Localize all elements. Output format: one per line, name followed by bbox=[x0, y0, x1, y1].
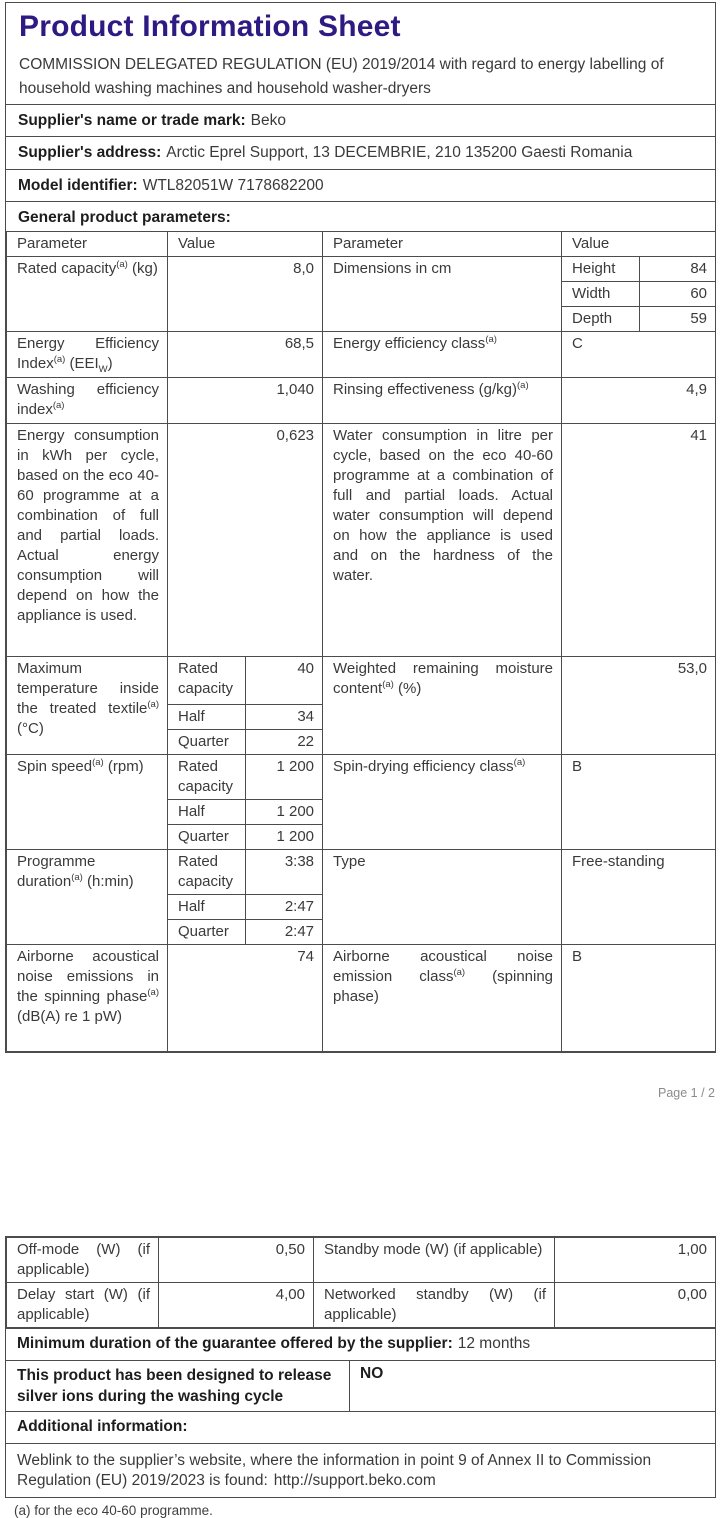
cell-energy-consumption-value: 0,623 bbox=[168, 424, 323, 657]
cell-temp-quarter-value: 22 bbox=[246, 730, 323, 755]
supplier-address-row bbox=[6, 136, 715, 169]
cell-temp-half-label: Half bbox=[168, 705, 246, 730]
silver-ions-label: This product has been designed to release silver ions during the washing cycle bbox=[6, 1361, 350, 1411]
cell-energy-class-value: C bbox=[562, 332, 716, 378]
cell-type-label: Type bbox=[323, 850, 562, 945]
cell-width-label: Width bbox=[562, 282, 640, 307]
cell-washing-index-value: 1,040 bbox=[168, 378, 323, 424]
supplier-address-value: Arctic Eprel Support, 13 DECEMBRIE, 210 135200 Gaesti Romania bbox=[166, 144, 633, 161]
cell-max-temperature-label: Maximum temperature inside the treated textile$^{(a)}$ (°C) bbox=[7, 657, 168, 755]
cell-rated-capacity-value: 8,0 bbox=[168, 257, 323, 332]
cell-rinsing-value: 4,9 bbox=[562, 378, 716, 424]
cell-water-consumption-value: 41 bbox=[562, 424, 716, 657]
supplier-name-row bbox=[6, 104, 715, 136]
header-block bbox=[6, 3, 715, 104]
page-break-gap bbox=[5, 1053, 716, 1236]
cell-standby-label: Standby mode (W) (if applicable) bbox=[314, 1238, 555, 1283]
cell-temp-quarter-label: Quarter bbox=[168, 730, 246, 755]
cell-height-value: 84 bbox=[640, 257, 716, 282]
weblink-row bbox=[6, 1443, 715, 1497]
row-noise-emissions bbox=[7, 945, 716, 1052]
cell-standby-value: 1,00 bbox=[555, 1238, 716, 1283]
cell-duration-half-value: 2:47 bbox=[246, 895, 323, 920]
cell-spin-rated-value: 1 200 bbox=[246, 755, 323, 800]
cell-spin-quarter-value: 1 200 bbox=[246, 825, 323, 850]
cell-moisture-value: 53,0 bbox=[562, 657, 716, 755]
cell-washing-index-label: Washing efficiency index$^{(a)}$ bbox=[7, 378, 168, 424]
cell-dimensions-label: Dimensions in cm bbox=[323, 257, 562, 332]
general-parameters-table bbox=[6, 231, 716, 1052]
cell-spin-half-value: 1 200 bbox=[246, 800, 323, 825]
model-identifier-value: WTL82051W 7178682200 bbox=[142, 177, 324, 194]
cell-height-label: Height bbox=[562, 257, 640, 282]
header-parameter-right: Parameter bbox=[323, 232, 562, 257]
model-identifier-row bbox=[6, 169, 715, 201]
power-modes-table bbox=[6, 1237, 716, 1328]
cell-depth-label: Depth bbox=[562, 307, 640, 332]
cell-temp-rated-value: 40 bbox=[246, 657, 323, 705]
row-delay-start bbox=[7, 1283, 716, 1328]
guarantee-label: Minimum duration of the guarantee offered by the supplier: bbox=[17, 1335, 453, 1352]
cell-duration-label: Programme duration$^{(a)}$ (h:min) bbox=[7, 850, 168, 945]
row-spin-speed bbox=[7, 755, 716, 800]
cell-temp-half-value: 34 bbox=[246, 705, 323, 730]
cell-duration-quarter-label: Quarter bbox=[168, 920, 246, 945]
cell-spin-class-value: B bbox=[562, 755, 716, 850]
cell-eei-value: 68,5 bbox=[168, 332, 323, 378]
product-information-sheet bbox=[5, 2, 716, 1518]
weblink-url[interactable]: http://support.beko.com bbox=[273, 1472, 436, 1489]
cell-spin-quarter-label: Quarter bbox=[168, 825, 246, 850]
model-identifier-label: Model identifier: bbox=[18, 177, 138, 194]
cell-spin-rated-label: Rated capacity bbox=[168, 755, 246, 800]
guarantee-row bbox=[6, 1328, 715, 1360]
cell-noise-label: Airborne acoustical noise emissions in the spinning phase$^{(a)}$ (dB(A) re 1 pW) bbox=[7, 945, 168, 1052]
cell-temp-rated-label: Rated capacity bbox=[168, 657, 246, 705]
table-header-row bbox=[7, 232, 716, 257]
header-parameter-left: Parameter bbox=[7, 232, 168, 257]
silver-ions-value: NO bbox=[360, 1365, 384, 1382]
header-value-right: Value bbox=[562, 232, 716, 257]
cell-duration-quarter-value: 2:47 bbox=[246, 920, 323, 945]
row-programme-duration bbox=[7, 850, 716, 895]
cell-moisture-label: Weighted remaining moisture content$^{(a)}$ (%) bbox=[323, 657, 562, 755]
cell-water-consumption-label: Water consumption in litre per cycle, based on the eco 40-60 programme at a combination of full and partial loads. Actual water consumption will depend on how the appliance is used and on the hardness of the water. bbox=[323, 424, 562, 657]
row-energy-consumption bbox=[7, 424, 716, 657]
cell-noise-value: 74 bbox=[168, 945, 323, 1052]
cell-energy-class-label: Energy efficiency class$^{(a)}$ bbox=[323, 332, 562, 378]
row-rated-capacity bbox=[7, 257, 716, 282]
cell-delay-start-label: Delay start (W) (if applicable) bbox=[7, 1283, 159, 1328]
additional-info-label: Additional information: bbox=[17, 1418, 188, 1435]
cell-off-mode-label: Off-mode (W) (if applicable) bbox=[7, 1238, 159, 1283]
supplier-name-label: Supplier's name or trade mark: bbox=[18, 112, 246, 129]
cell-duration-half-label: Half bbox=[168, 895, 246, 920]
general-parameters-row bbox=[6, 201, 715, 231]
cell-off-mode-value: 0,50 bbox=[159, 1238, 314, 1283]
guarantee-value: 12 months bbox=[457, 1335, 531, 1352]
footnote: (a) for the eco 40-60 programme. bbox=[14, 1503, 213, 1518]
cell-networked-standby-label: Networked standby (W) (if applicable) bbox=[314, 1283, 555, 1328]
silver-ions-row bbox=[6, 1360, 715, 1411]
row-max-temperature bbox=[7, 657, 716, 705]
cell-spin-class-label: Spin-drying efficiency class$^{(a)}$ bbox=[323, 755, 562, 850]
regulation-text: COMMISSION DELEGATED REGULATION (EU) 2019/2014 with regard to energy labelling of household washing machines and household washer-dryers bbox=[19, 56, 664, 97]
cell-width-value: 60 bbox=[640, 282, 716, 307]
cell-spin-half-label: Half bbox=[168, 800, 246, 825]
page1-frame bbox=[5, 2, 716, 1053]
supplier-address-label: Supplier's address: bbox=[18, 144, 162, 161]
additional-info-row bbox=[6, 1411, 715, 1443]
cell-duration-rated-label: Rated capacity bbox=[168, 850, 246, 895]
cell-delay-start-value: 4,00 bbox=[159, 1283, 314, 1328]
cell-noise-class-label: Airborne acoustical noise emission class$^{(a)}$ (spinning phase) bbox=[323, 945, 562, 1052]
cell-type-value: Free-standing bbox=[562, 850, 716, 945]
page-title: Product Information Sheet bbox=[19, 10, 401, 43]
cell-rated-capacity-label: Rated capacity$^{(a)}$ (kg) bbox=[7, 257, 168, 332]
supplier-name-value: Beko bbox=[250, 112, 286, 129]
cell-depth-value: 59 bbox=[640, 307, 716, 332]
weblink-text: Weblink to the supplier’s website, where the information in point 9 of Annex II to Commission Regulation (EU) 2019/2023 is found: bbox=[17, 1452, 652, 1489]
page-indicator: Page 1 / 2 bbox=[658, 1086, 715, 1100]
page2-frame bbox=[5, 1236, 716, 1498]
cell-rinsing-label: Rinsing effectiveness $(g/kg)^{(a)}$ bbox=[323, 378, 562, 424]
cell-energy-consumption-label: Energy consumption in kWh per cycle, based on the eco 40-60 programme at a combination of full and partial loads. Actual energy consumption will depend on how the appliance is used. bbox=[7, 424, 168, 657]
cell-duration-rated-value: 3:38 bbox=[246, 850, 323, 895]
row-energy-efficiency-index bbox=[7, 332, 716, 378]
row-washing-efficiency bbox=[7, 378, 716, 424]
cell-spin-speed-label: Spin speed$^{(a)}$ (rpm) bbox=[7, 755, 168, 850]
general-parameters-label: General product parameters: bbox=[18, 209, 231, 226]
header-value-left: Value bbox=[168, 232, 323, 257]
cell-noise-class-value: B bbox=[562, 945, 716, 1052]
cell-networked-standby-value: 0,00 bbox=[555, 1283, 716, 1328]
cell-eei-label: Energy Efficiency Index$^{(a)}$ $(EEI_W)$ bbox=[7, 332, 168, 378]
row-off-mode bbox=[7, 1238, 716, 1283]
